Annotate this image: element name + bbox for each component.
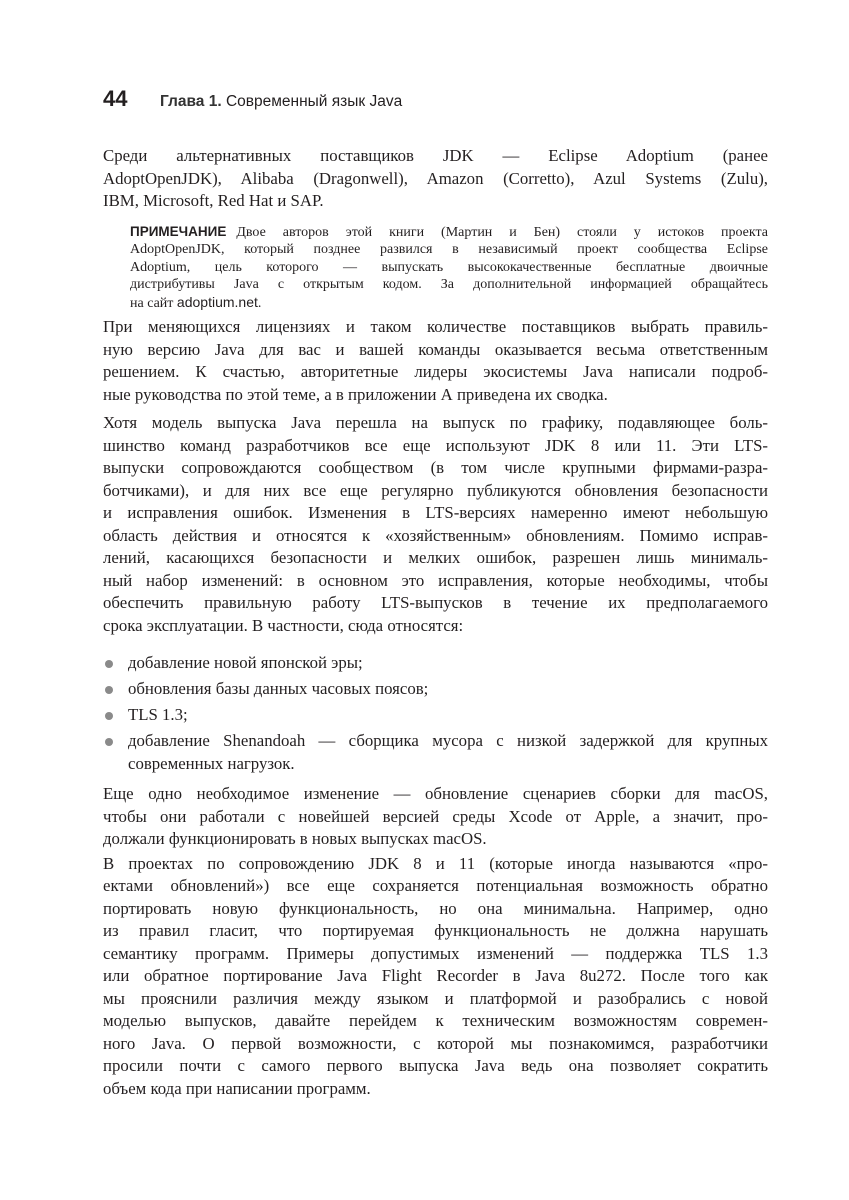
paragraph-2 <box>103 316 768 406</box>
text-line: ектами обновлений») все еще сохраняется потенциальная возможность обратно <box>103 876 768 895</box>
page-number: 44 <box>103 86 128 111</box>
chapter-title <box>160 93 402 111</box>
bullet-icon <box>105 738 113 746</box>
list-item-text: современных нагрузок. <box>128 753 295 773</box>
chapter-label: Глава 1. <box>160 93 222 110</box>
text-line: из правил гласит, что портируемая функциональность не должна нарушать <box>103 921 768 940</box>
note-line <box>130 223 768 242</box>
text-line: мы прояснили различия между языком и платформой и разобрались с новой <box>103 988 768 1008</box>
list-item-text: добавление новой японской эры; <box>128 653 363 672</box>
paragraph-3 <box>103 412 768 637</box>
list-item-text: обновления базы данных часовых поясов; <box>128 679 429 698</box>
note-text: на сайт <box>130 295 177 311</box>
text-line: просили почти с самого первого выпуска Java ведь она позволяет сократить <box>103 1056 768 1075</box>
note-line: дистрибутивы Java с открытым кодом. За дополнительной информацией обращайтесь <box>130 277 768 292</box>
text-line: шинство команд разработчиков все еще используют JDK 8 или 11. Эти LTS- <box>103 435 768 455</box>
text-column <box>103 145 768 1100</box>
list-item-text: добавление Shenandoah — сборщика мусора с низкой задержкой для крупных <box>128 731 768 750</box>
text-line: выпуски сопровождаются сообществом (в том числе крупными фирмами-разра- <box>103 458 768 477</box>
bullet-icon <box>105 660 113 668</box>
text-line: ную версию Java для вас и вашей команды оказывается весьма ответственным <box>103 339 768 359</box>
note-label: ПРИМЕЧАНИЕ <box>130 223 227 239</box>
paragraph-5 <box>103 853 768 1101</box>
text-line: обеспечить правильную работу LTS-выпусков в течение их предполагаемого <box>103 593 768 612</box>
text-line: IBM, Microsoft, Red Hat и SAP. <box>103 191 324 210</box>
text-line: При меняющихся лицензиях и таком количестве поставщиков выбрать правиль- <box>103 317 768 336</box>
text-line: AdoptOpenJDK), Alibaba (Dragonwell), Amazon (Corretto), Azul Systems (Zulu), <box>103 168 768 188</box>
text-line: семантику программ. Примеры допустимых изменений — поддержка TLS 1.3 <box>103 943 768 963</box>
text-line: лений, касающихся безопасности и мелких ошибок, разрешен лишь минималь- <box>103 548 768 567</box>
list-item <box>103 678 768 701</box>
paragraph-1 <box>103 145 768 213</box>
text-line: портировать новую функциональность, но она минимальна. Например, одно <box>103 898 768 918</box>
list-item <box>103 704 768 727</box>
running-header <box>103 86 402 112</box>
text-line: ботчиками), и для них все еще регулярно публикуются обновления безопасности <box>103 480 768 500</box>
list-item <box>103 730 768 775</box>
text-line: объем кода при написании программ. <box>103 1078 371 1098</box>
note-box <box>130 223 768 313</box>
text-line: моделью выпусков, давайте перейдем к техническим возможностям современ- <box>103 1011 768 1030</box>
text-line: область действия и относятся к «хозяйственным» обновлениям. Помимо исправ- <box>103 525 768 545</box>
text-line: решением. К счастью, авторитетные лидеры экосистемы Java написали подроб- <box>103 362 768 381</box>
text-line: срока эксплуатации. В частности, сюда относятся: <box>103 615 464 635</box>
text-line: ного Java. О первой возможности, с которой мы познакомимся, разработчики <box>103 1033 768 1053</box>
chapter-name: Современный язык Java <box>225 93 403 110</box>
paragraph-4 <box>103 783 768 851</box>
list-item-text: TLS 1.3; <box>128 705 188 724</box>
text-line: Среди альтернативных поставщиков JDK — Eclipse Adoptium (ранее <box>103 146 768 165</box>
text-line: Хотя модель выпуска Java перешла на выпуск по графику, подавляющее боль- <box>103 413 768 432</box>
text-line: ные руководства по этой теме, а в приложении А приведена их сводка. <box>103 384 608 404</box>
text-line: В проектах по сопровождению JDK 8 и 11 (которые иногда называются «про- <box>103 853 768 873</box>
note-line: AdoptOpenJDK, который позднее развился в независимый проект сообщества Eclipse <box>130 242 768 257</box>
note-line <box>130 294 768 313</box>
bullet-icon <box>105 686 113 694</box>
adoptium-link[interactable]: adoptium.net <box>176 293 258 310</box>
text-line: или обратное портирование Java Flight Recorder в Java 8u272. После того как <box>103 966 768 985</box>
bullet-icon <box>105 712 113 720</box>
bullet-list <box>103 652 768 775</box>
text-line: должали функционировать в новых выпусках macOS. <box>103 829 487 848</box>
note-text: Двое авторов этой книги (Мартин и Бен) стояли у истоков проекта <box>236 224 768 240</box>
list-item <box>103 652 768 675</box>
text-line: чтобы они работали с новейшей версией среды Xcode от Apple, а значит, про- <box>103 806 768 826</box>
note-text: . <box>257 295 262 311</box>
text-line: Еще одно необходимое изменение — обновление сценариев сборки для macOS, <box>103 784 768 803</box>
text-line: и исправления ошибок. Изменения в LTS-версиях намеренно имеют небольшую <box>103 503 768 522</box>
note-line: Adoptium, цель которого — выпускать высококачественные бесплатные двоичные <box>130 259 768 275</box>
text-line: ный набор изменений: в основном это исправления, которые необходимы, чтобы <box>103 570 768 590</box>
